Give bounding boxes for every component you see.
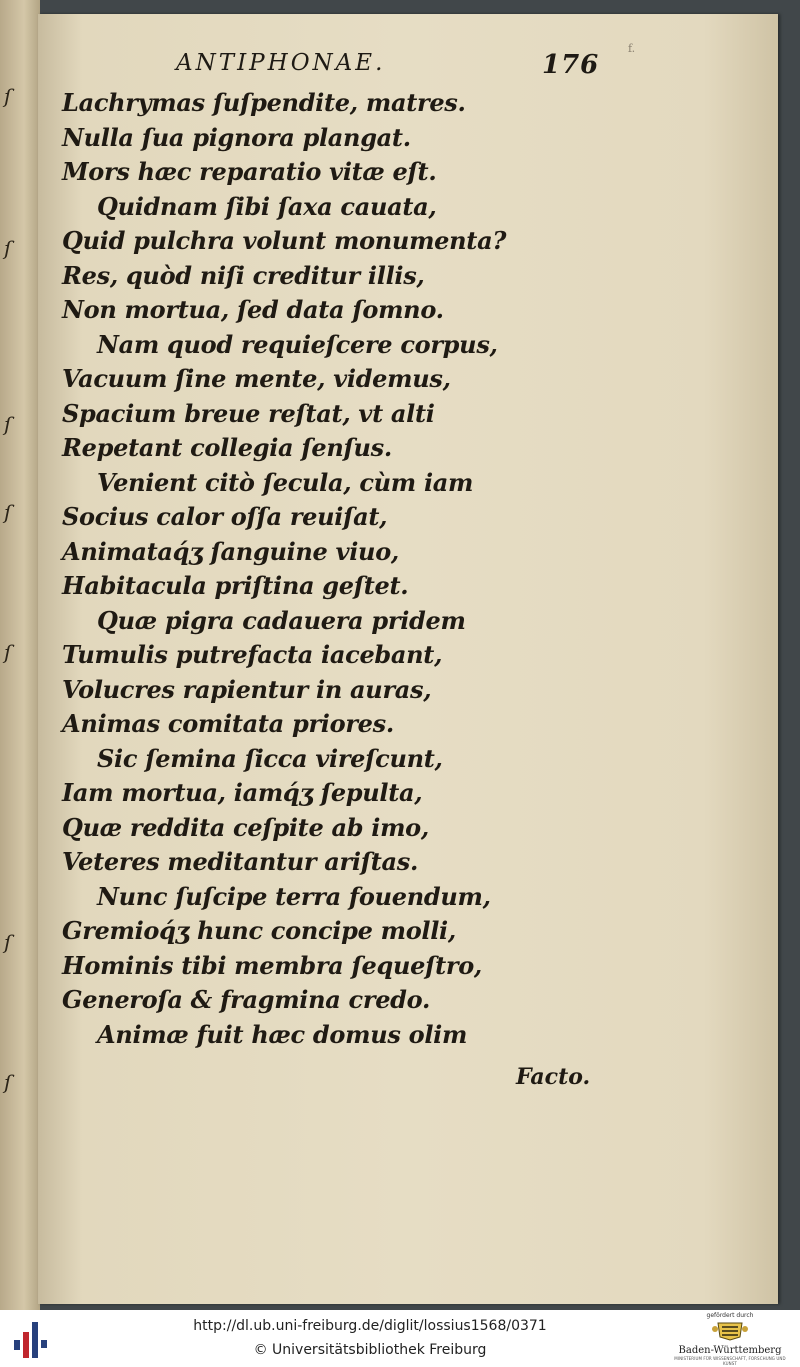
verse-line: Habitacula priſtina geſtet. [62,571,409,600]
verse-line: Veteres meditantur ariſtas. [62,847,419,876]
sponsor-label: gefördert durch [706,1312,754,1319]
verse-text [62,86,582,1052]
verse-line: Gremioq́ʒ hunc concipe molli, [62,916,456,945]
verse-line: Nulla ſua pignora plangat. [62,122,411,152]
sponsor-name: Baden-Württemberg [678,1345,782,1356]
verse-line: Generoſa & fragmina credo. [62,985,431,1014]
verse-line: Vacuum ſine mente, videmus, [62,364,451,393]
verse-line: Quæ reddita ceſpite ab imo, [62,812,429,842]
verse-line: Nunc ſuſcipe terra fouendum, [97,881,491,911]
running-head: ANTIPHONAE. [176,50,386,76]
verse-line: Tumulis putrefacta iacebant, [62,640,443,669]
verse-line: Lachrymas ſuſpendite, matres. [62,88,466,117]
verse-line: Venient citò ſecula, cùm iam [97,467,474,497]
viewer-footer [0,1310,800,1367]
verse-line: Volucres rapientur in auras, [62,674,432,704]
verse-line: Repetant collegia ſenſus. [62,433,392,462]
verse-line: Socius calor oſſa reuiſat, [62,502,388,531]
catchword: Facto. [516,1064,591,1090]
verse-line: Quæ pigra cadauera pridem [97,605,466,635]
verse-line: Animas comitata priores. [62,709,394,738]
verse-line: Nam quod requieſcere corpus, [97,329,498,359]
previous-page-edge: ſ ſ ſ ſ ſ ſ ſ [0,0,40,1310]
verse-line: Non mortua, ſed data ſomno. [62,295,444,324]
verse-line: Res, quòd niſi creditur illis, [62,260,425,290]
coat-of-arms-icon [712,1319,748,1341]
book-page [38,14,778,1304]
verse-line: Spacium breue reſtat, vt alti [62,398,435,428]
verse-line: Mors hæc reparatio vitæ eſt. [62,157,437,186]
verse-line: Animæ fuit hæc domus olim [97,1019,468,1049]
sponsor-block [670,1312,790,1366]
permalink-url[interactable]: http://dl.ub.uni-freiburg.de/diglit/lossius1568/0371 [193,1318,547,1334]
verse-line: Iam mortua, iamq́ʒ ſepulta, [62,778,423,807]
verse-line: Hominis tibi membra ſequeſtro, [62,950,482,980]
sponsor-ministry: MINISTERIUM FÜR WISSENSCHAFT, FORSCHUNG UND KUNST [674,1356,786,1366]
verse-line: Quid pulchra volunt monumenta? [62,226,507,255]
verse-line: Sic ſemina ſicca vireſcunt, [97,743,443,773]
page-number: 176 [542,50,600,80]
copyright-notice: © Universitätsbibliothek Freiburg [253,1342,487,1358]
pencil-note: f. [628,42,636,55]
verse-line: Quidnam ſibi ſaxa cauata, [97,191,437,221]
verse-line: Animataq́ʒ ſanguine viuo, [62,536,399,566]
